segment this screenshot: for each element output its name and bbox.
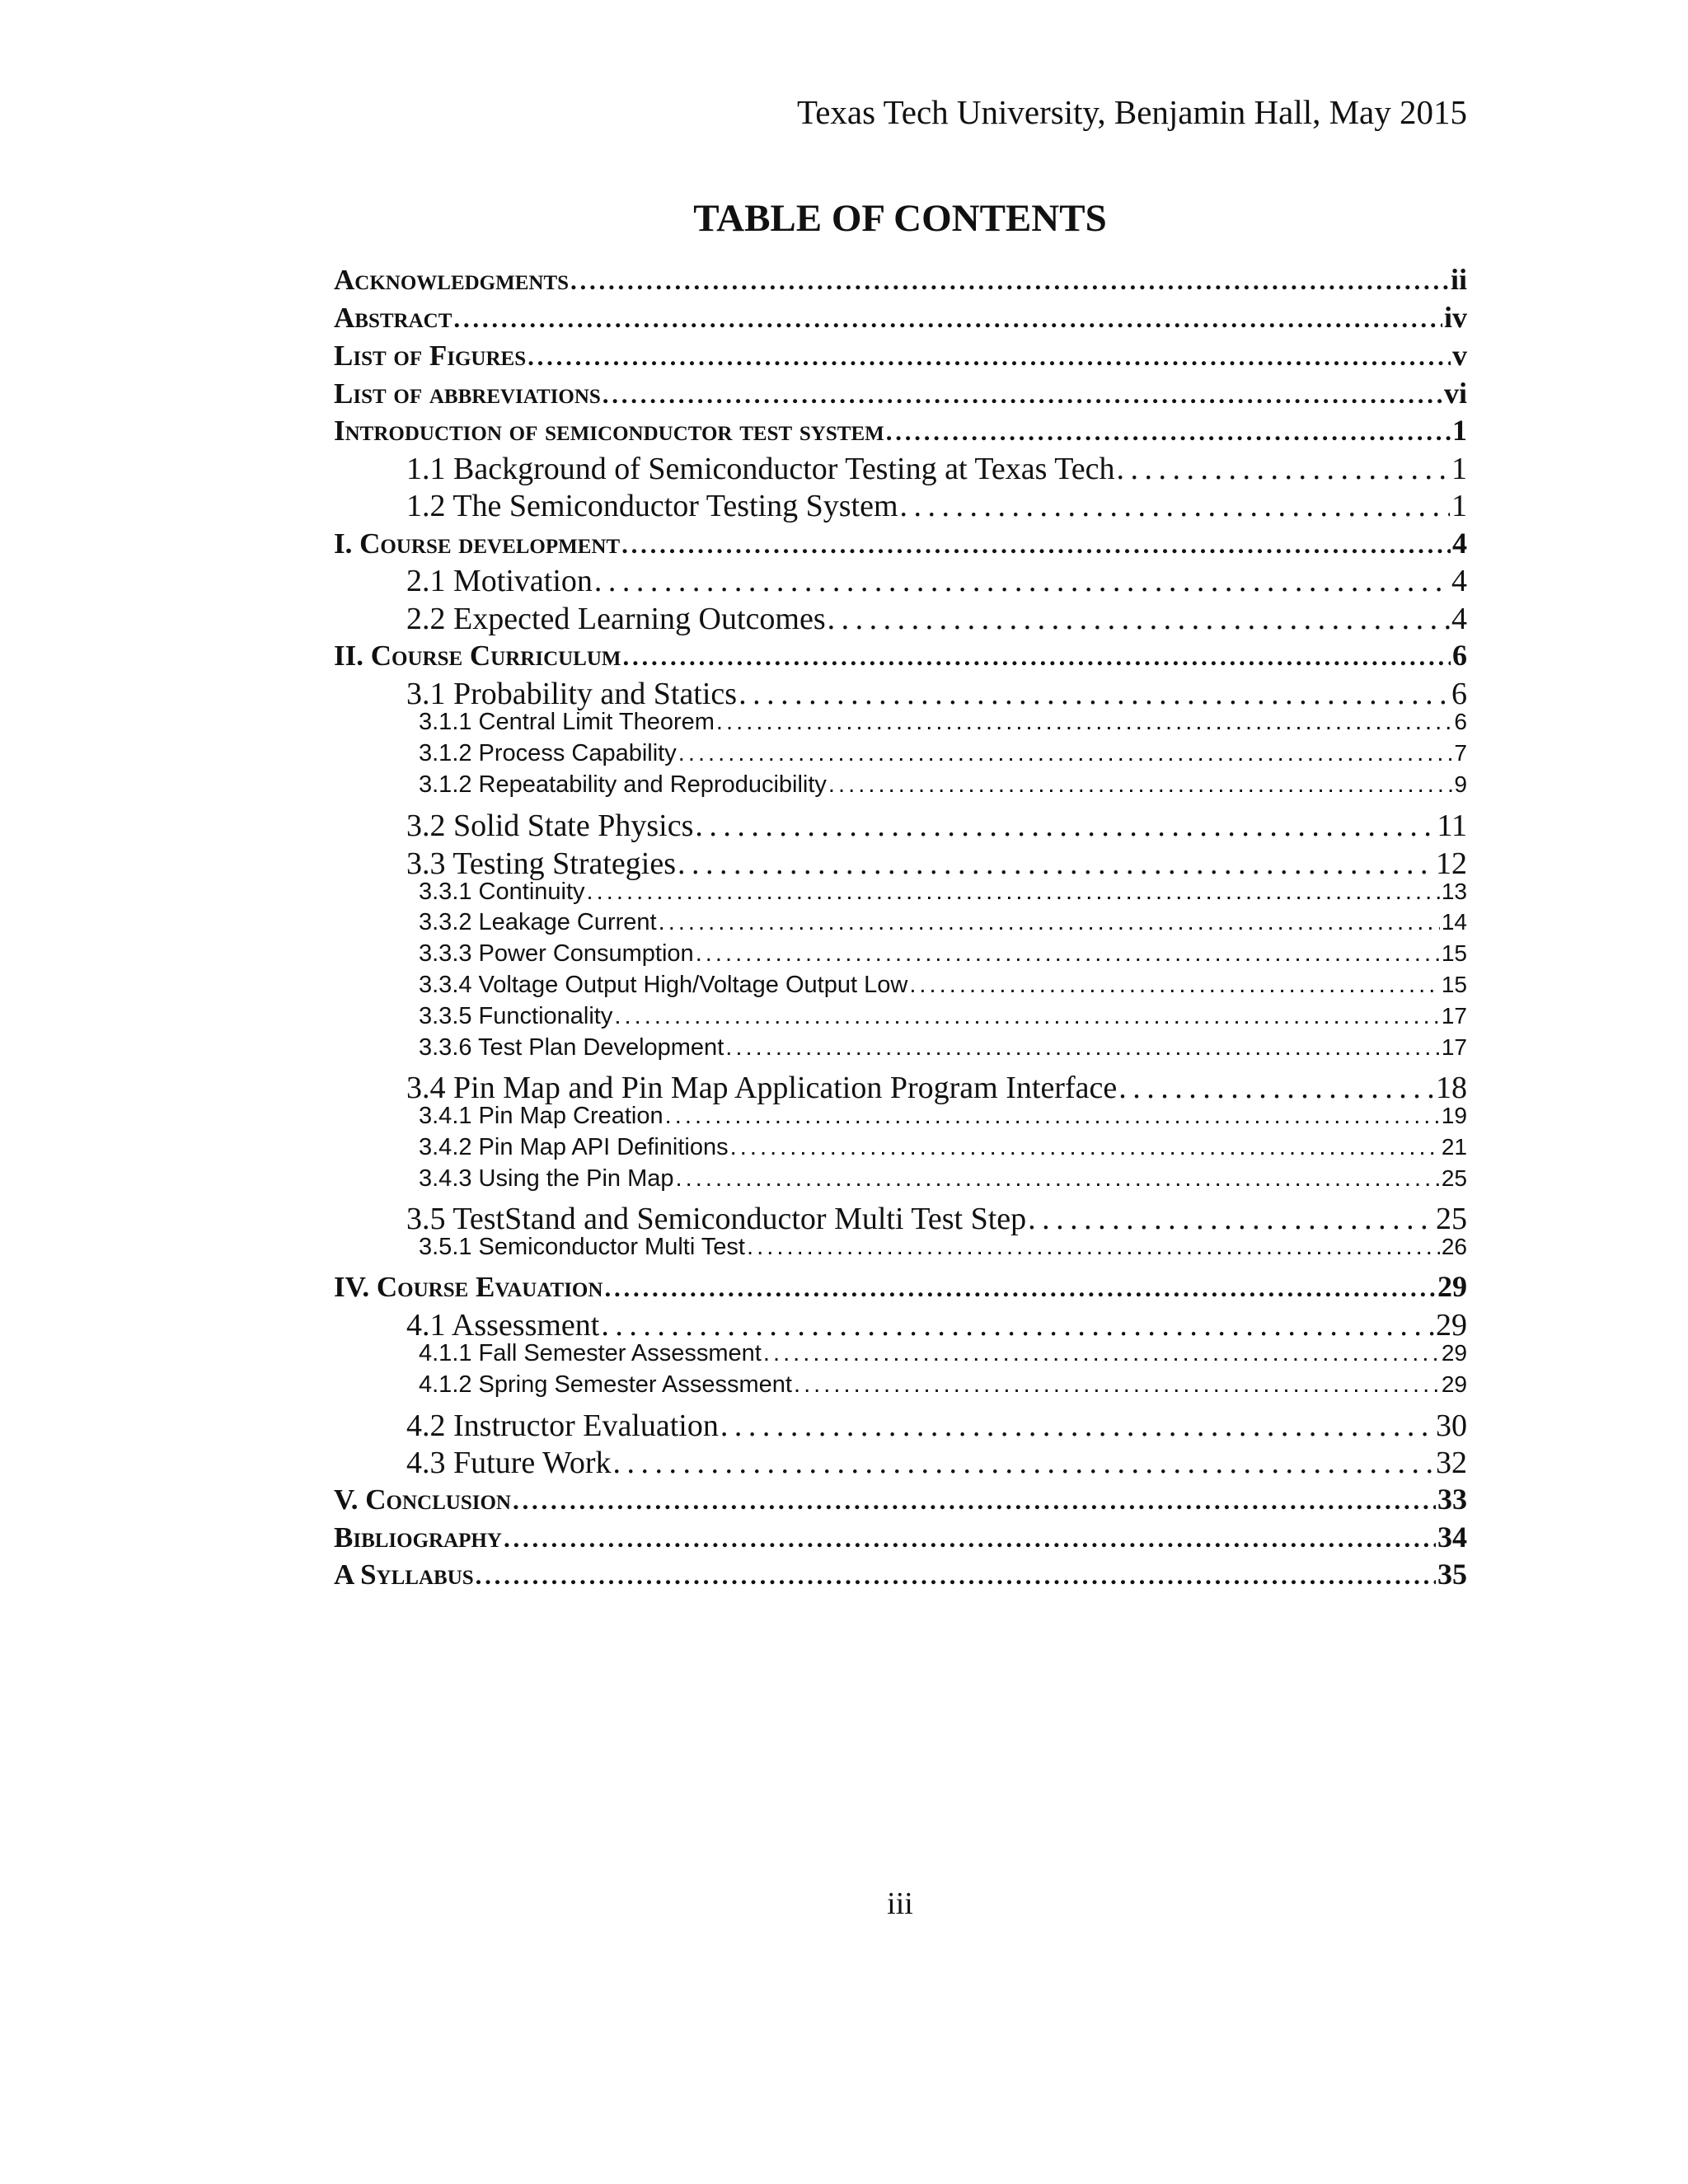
toc-entry-page: 6 — [1451, 677, 1467, 711]
toc-entry-label: 1.1 Background of Semiconductor Testing at Texas Tech — [406, 452, 1115, 486]
dot-leader — [614, 1003, 1439, 1030]
toc-entry-page: 13 — [1441, 879, 1467, 904]
toc-entry-label: 3.3.4 Voltage Output High/Voltage Output Low — [419, 972, 908, 998]
toc-entry[interactable] — [406, 488, 1467, 524]
toc-entry-page: 25 — [1436, 1202, 1467, 1236]
running-header: Texas Tech University, Benjamin Hall, May 2015 — [797, 93, 1467, 131]
toc-entry[interactable] — [419, 1103, 1467, 1130]
toc-entry[interactable] — [419, 771, 1467, 799]
toc-entry[interactable] — [406, 676, 1467, 712]
toc-entry-page: ii — [1450, 263, 1467, 296]
toc-entry-page: 4 — [1452, 527, 1467, 560]
toc-entry-page: iv — [1443, 301, 1467, 334]
toc-entry-page: 1 — [1452, 414, 1467, 447]
toc-entry-page: 21 — [1441, 1134, 1467, 1160]
dot-leader — [613, 1445, 1434, 1481]
toc-entry[interactable] — [334, 1557, 1467, 1591]
toc-entry-page: 1 — [1451, 489, 1467, 523]
toc-entry-label: 2.1 Motivation — [406, 564, 593, 598]
dot-leader — [587, 879, 1440, 906]
toc-entry[interactable] — [406, 1445, 1467, 1481]
toc-entry-page: 29 — [1437, 1270, 1467, 1303]
toc-entry[interactable] — [334, 413, 1467, 448]
toc-entry[interactable] — [334, 526, 1467, 560]
toc-entry-page: 34 — [1437, 1521, 1467, 1554]
dot-leader — [594, 563, 1450, 599]
toc-entry[interactable] — [419, 1034, 1467, 1062]
toc-entry[interactable] — [419, 1134, 1467, 1161]
toc-entry[interactable] — [419, 1340, 1467, 1367]
toc-entry[interactable] — [334, 1482, 1467, 1516]
toc-entry[interactable] — [406, 451, 1467, 487]
toc-entry-page: 30 — [1436, 1408, 1467, 1443]
toc-entry-page: 25 — [1441, 1165, 1467, 1191]
toc-entry[interactable] — [334, 300, 1467, 335]
toc-entry-page: vi — [1443, 377, 1467, 410]
toc-entry-label: 3.3.5 Functionality — [419, 1003, 613, 1029]
dot-leader — [725, 1034, 1440, 1062]
toc-entry-page: 33 — [1437, 1483, 1467, 1516]
dot-leader — [747, 1234, 1440, 1261]
toc-entry-label: 3.5 TestStand and Semiconductor Multi Test Step — [406, 1202, 1027, 1236]
dot-leader — [1117, 451, 1450, 487]
toc-entry[interactable] — [334, 1520, 1467, 1554]
toc-entry-label: II. Course Curriculum — [334, 640, 621, 672]
dot-leader — [1028, 1201, 1434, 1237]
dot-leader — [886, 417, 1451, 447]
toc-entry[interactable] — [419, 940, 1467, 968]
toc-entry-page: 6 — [1452, 639, 1467, 672]
toc-entry-label: 4.1 Assessment — [406, 1308, 600, 1343]
dot-leader — [828, 771, 1453, 799]
dot-leader — [603, 380, 1442, 410]
toc-entry[interactable] — [334, 1269, 1467, 1304]
toc-entry[interactable] — [419, 909, 1467, 936]
toc-entry-label: 3.3.1 Continuity — [419, 879, 585, 905]
toc-entry[interactable] — [419, 1165, 1467, 1193]
dot-leader — [476, 1561, 1436, 1591]
toc-entry-page: 1 — [1451, 452, 1467, 486]
toc-entry-label: List of abbreviations — [334, 377, 601, 410]
toc-entry-page: 29 — [1436, 1308, 1467, 1343]
toc-entry-page: 17 — [1441, 1003, 1467, 1029]
toc-entry-page: 7 — [1454, 740, 1467, 766]
toc-entry-label: 3.1.1 Central Limit Theorem — [419, 709, 715, 735]
toc-entry-label: 3.3.3 Power Consumption — [419, 940, 694, 967]
toc-entry[interactable] — [334, 638, 1467, 673]
toc-entry-label: 2.2 Expected Learning Outcomes — [406, 602, 826, 636]
dot-leader — [570, 266, 1449, 296]
toc-entry-label: 4.2 Instructor Evaluation — [406, 1408, 719, 1443]
toc-entry-label: 3.3 Testing Strategies — [406, 846, 676, 881]
toc-entry-page: 29 — [1441, 1371, 1467, 1397]
toc-entry-page: 19 — [1441, 1103, 1467, 1128]
toc-entry[interactable] — [419, 1003, 1467, 1030]
toc-entry-page: 12 — [1436, 846, 1467, 881]
toc-entry-page: 17 — [1441, 1034, 1467, 1060]
toc-entry-label: 3.3.6 Test Plan Development — [419, 1034, 724, 1061]
toc-entry-label: Abstract — [334, 302, 452, 334]
toc-entry[interactable] — [406, 601, 1467, 637]
dot-leader — [695, 808, 1435, 844]
toc-entry[interactable] — [419, 1234, 1467, 1261]
toc-entry[interactable] — [334, 376, 1467, 410]
toc-entry-label: 3.1.2 Repeatability and Reproducibility — [419, 771, 827, 798]
toc-entry[interactable] — [419, 972, 1467, 999]
toc-entry-label: 3.2 Solid State Physics — [406, 808, 694, 843]
dot-leader — [720, 1408, 1434, 1444]
dot-leader — [1118, 1070, 1434, 1106]
toc-entry-page: 9 — [1454, 771, 1467, 797]
toc-entry[interactable] — [406, 1307, 1467, 1343]
toc-entry-page: 14 — [1441, 909, 1467, 935]
toc-entry[interactable] — [419, 709, 1467, 736]
dot-leader — [678, 846, 1434, 882]
toc-entry-label: Introduction of semiconductor test system — [334, 415, 884, 447]
toc-entry-label: I. Course development — [334, 527, 621, 560]
toc-entry-label: 3.1 Probability and Statics — [406, 677, 738, 711]
dot-leader — [900, 488, 1451, 524]
toc-entry-page: 15 — [1441, 940, 1467, 966]
toc-entry-label: 1.2 The Semiconductor Testing System — [406, 489, 898, 523]
toc-entry-label: 3.4 Pin Map and Pin Map Application Program Interface — [406, 1071, 1118, 1105]
dot-leader — [676, 1165, 1440, 1193]
dot-leader — [763, 1340, 1440, 1367]
toc-entry-label: 3.4.3 Using the Pin Map — [419, 1165, 674, 1192]
dot-leader — [453, 304, 1442, 334]
toc-entry[interactable] — [419, 1371, 1467, 1399]
toc-entry-label: V. Conclusion — [334, 1483, 511, 1516]
toc-entry[interactable] — [419, 740, 1467, 767]
dot-leader — [504, 1524, 1436, 1554]
dot-leader — [601, 1307, 1434, 1343]
dot-leader — [528, 342, 1451, 372]
toc-entry-page: 4 — [1451, 564, 1467, 598]
toc-entry-page: v — [1452, 339, 1467, 372]
dot-leader — [730, 1134, 1440, 1161]
toc-entry-page: 4 — [1451, 602, 1467, 636]
dot-leader — [738, 676, 1450, 712]
toc-entry[interactable] — [334, 338, 1467, 373]
toc-entry-label: 3.5.1 Semiconductor Multi Test — [419, 1234, 745, 1260]
toc-entry-label: Acknowledgments — [334, 264, 570, 296]
dot-leader — [696, 940, 1440, 968]
dot-leader — [909, 972, 1440, 999]
toc-entry[interactable] — [419, 879, 1467, 906]
toc-entry-page: 29 — [1441, 1340, 1467, 1366]
dot-leader — [513, 1486, 1436, 1516]
toc-entry[interactable] — [406, 808, 1467, 844]
toc-entry-label: List of Figures — [334, 340, 527, 372]
toc-entry-label: 3.3.2 Leakage Current — [419, 909, 657, 935]
toc-entry-label: 3.4.1 Pin Map Creation — [419, 1103, 663, 1129]
toc-entry-page: 6 — [1454, 709, 1467, 734]
toc-entry[interactable] — [406, 563, 1467, 599]
toc-entry[interactable] — [406, 846, 1467, 882]
toc-entry[interactable] — [406, 1201, 1467, 1237]
dot-leader — [678, 740, 1453, 767]
toc-entry[interactable] — [406, 1408, 1467, 1444]
toc-entry-page: 26 — [1441, 1234, 1467, 1259]
toc-entry-label: 4.3 Future Work — [406, 1446, 612, 1480]
toc-entry-label: Bibliography — [334, 1521, 502, 1554]
page-title: TABLE OF CONTENTS — [693, 197, 1107, 240]
dot-leader — [716, 709, 1453, 736]
toc-entry[interactable] — [406, 1070, 1467, 1106]
toc-entry-label: IV. Course Evauation — [334, 1271, 603, 1303]
toc-entry[interactable] — [334, 262, 1467, 297]
toc-entry-label: A Syllabus — [334, 1558, 474, 1591]
toc-entry-page: 35 — [1437, 1558, 1467, 1591]
toc-entry-page: 11 — [1437, 808, 1467, 843]
dot-leader — [828, 601, 1450, 637]
dot-leader — [621, 530, 1451, 560]
toc-entry-page: 18 — [1436, 1071, 1467, 1105]
toc-entry-label: 4.1.2 Spring Semester Assessment — [419, 1371, 792, 1398]
toc-entry-label: 3.4.2 Pin Map API Definitions — [419, 1134, 729, 1160]
toc-entry-page: 15 — [1441, 972, 1467, 997]
toc-entry-label: 3.1.2 Process Capability — [419, 740, 677, 766]
toc-entry-page: 32 — [1436, 1446, 1467, 1480]
dot-leader — [794, 1371, 1440, 1399]
dot-leader — [604, 1273, 1436, 1303]
dot-leader — [665, 1103, 1440, 1130]
dot-leader — [659, 909, 1440, 936]
page-number: iii — [887, 1886, 913, 1921]
dot-leader — [623, 642, 1451, 672]
toc-entry-label: 4.1.1 Fall Semester Assessment — [419, 1340, 762, 1366]
